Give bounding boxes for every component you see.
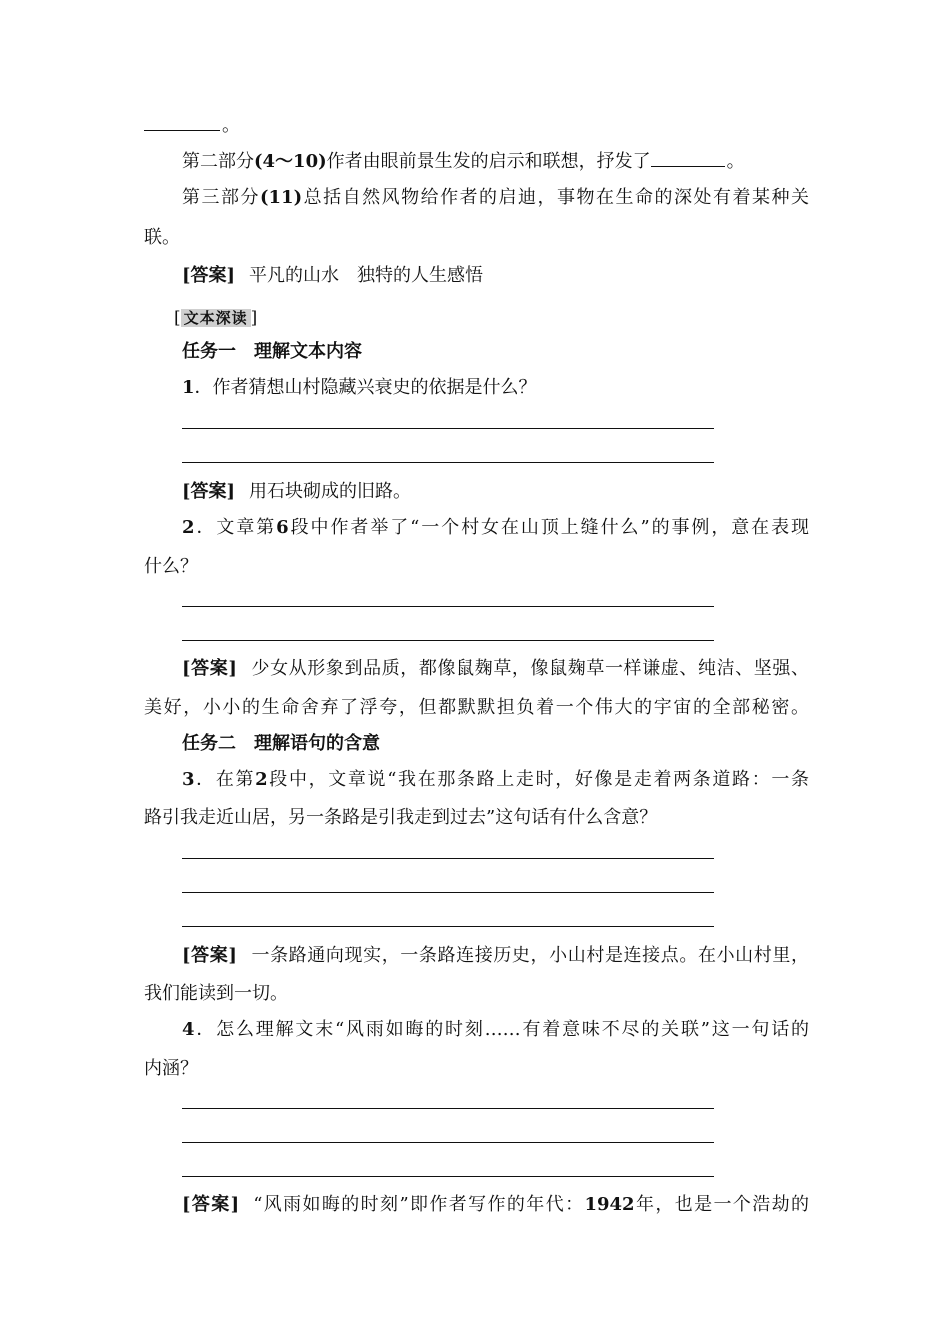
answer-blank-line	[182, 462, 714, 463]
question-1: 1．作者猜想山村隐藏兴衰史的依据是什么？	[182, 377, 537, 398]
answer-0: [答案] 平凡的山水 独特的人生感悟	[182, 265, 484, 286]
answer-blank-line	[182, 926, 714, 927]
answer-2-line1: [答案] 少女从形象到品质，都像鼠麹草，像鼠麹草一样谦虚、纯洁、坚强、	[182, 658, 809, 679]
part3-summary-line2: 联。	[144, 227, 180, 248]
answer-tag: [答案]	[182, 1194, 240, 1215]
answer-blank-line	[182, 606, 714, 607]
answer-tag: [答案]	[182, 658, 237, 679]
answer-3-line2: 我们能读到一切。	[144, 983, 288, 1004]
answer-tag: [答案]	[182, 481, 236, 502]
answer-4-line1: [答案] “风雨如晦的时刻”即作者写作的年代：1942年，也是一个浩劫的	[182, 1194, 809, 1215]
question-2-line2: 什么？	[144, 556, 198, 577]
continued-blank-line: 。	[144, 114, 809, 138]
answer-tag: [答案]	[182, 945, 237, 966]
part2-summary: 第二部分(4～10)作者由眼前景生发的启示和联想，抒发了 。	[182, 151, 745, 172]
task1-heading: 任务一 理解文本内容	[182, 341, 362, 362]
task2-heading: 任务二 理解语句的含意	[182, 733, 380, 754]
part3-summary-line1: 第三部分(11)总括自然风物给作者的启迪，事物在生命的深处有着某种关	[182, 187, 810, 208]
question-3-line2: 路引我走近山居，另一条路是引我走到过去”这句话有什么含意？	[144, 807, 658, 828]
question-3-line1: 3．在第2段中，文章说“我在那条路上走时，好像是走着两条道路：一条	[182, 769, 809, 790]
question-2-line1: 2．文章第6段中作者举了“一个村女在山顶上缝什么”的事例，意在表现	[182, 517, 810, 538]
answer-tag: [答案]	[182, 265, 236, 286]
answer-blank-line	[182, 858, 714, 859]
fill-blank	[144, 129, 220, 131]
answer-blank-line	[182, 428, 714, 429]
answer-blank-line	[182, 1176, 714, 1177]
answer-2-line2: 美好，小小的生命舍弃了浮夸，但都默默担负着一个伟大的宇宙的全部秘密。	[144, 697, 809, 718]
answer-blank-line	[182, 1142, 714, 1143]
answer-blank-line	[182, 892, 714, 893]
answer-blank-line	[182, 640, 714, 641]
question-4-line2: 内涵？	[144, 1058, 198, 1079]
fill-blank	[651, 165, 725, 167]
answer-3-line1: [答案] 一条路通向现实，一条路连接历史，小山村是连接点。在小山村里，	[182, 945, 809, 966]
question-4-line1: 4．怎么理解文末“风雨如晦的时刻……有着意味不尽的关联”这一句话的	[182, 1019, 810, 1040]
answer-1: [答案] 用石块砌成的旧路。	[182, 481, 412, 502]
section-tag: [ 文本深读 ]	[174, 308, 258, 328]
answer-blank-line	[182, 1108, 714, 1109]
